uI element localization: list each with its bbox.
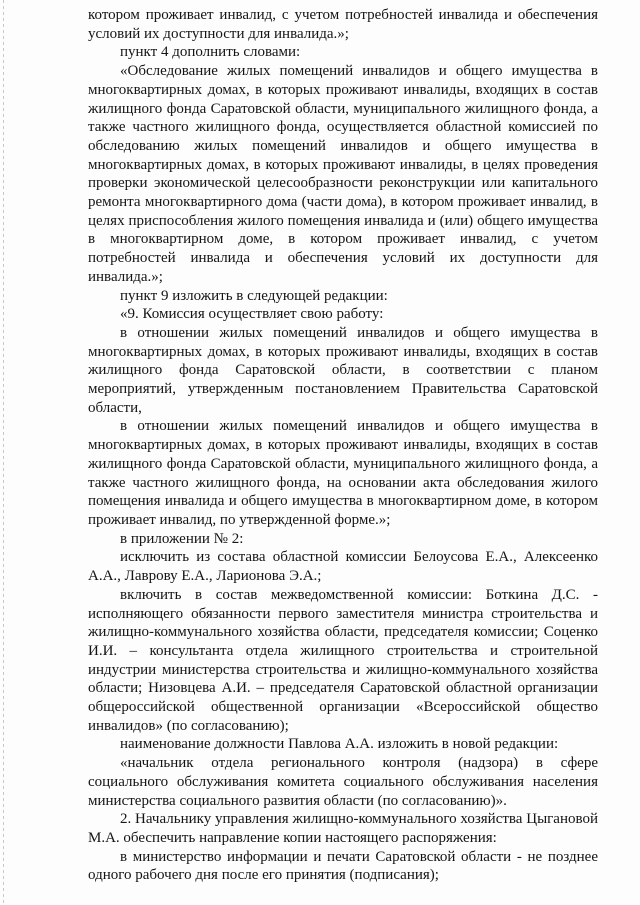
scan-edge	[3, 0, 4, 905]
paragraph: в отношении жилых помещений инвалидов и общего имущества в многоквартирных домах, в которых проживают инвалиды, входящих в состав жилищного фонда Саратовской области, в соответствии с планом мероприятий, утвержденным постановлением Правительства Саратовской области,	[88, 324, 598, 416]
document-body	[88, 6, 598, 885]
paragraph: «9. Комиссия осуществляет свою работу:	[120, 306, 384, 323]
paragraph: пункт 4 дополнить словами:	[120, 44, 301, 61]
paragraph: в приложении № 2:	[120, 530, 244, 547]
paragraph: «Обследование жилых помещений инвалидов и общего имущества в многоквартирных домах, в которых проживают инвалиды, входящих в состав жилищного фонда Саратовской области, муниципального жилищного фонда, а также частного жилищного фонда, осуществляется областной комиссией по обследованию жилых помещений инвалидов и общего имущества в многоквартирных домах, в которых проживают инвалиды, в целях проведения проверки экономической целесообразности реконструкции или капитального ремонта многоквартирного дома (части дома), в котором проживает инвалид, в целях приспособления жилого помещения инвалида и (или) общего имущества в многоквартирном доме, в котором проживает инвалид, с учетом потребностей инвалида и обеспечения условий их доступности для инвалида.»;	[88, 63, 598, 285]
paragraph: 2. Начальнику управления жилищно-коммунального хозяйства Цыгановой М.А. обеспечить направление копии настоящего распоряжения:	[88, 811, 598, 846]
paragraph: исключить из состава областной комиссии Белоусова Е.А., Алексеенко А.А., Лаврову Е.А., Ларионова Э.А.;	[88, 549, 598, 585]
paragraph: в отношении жилых помещений инвалидов и общего имущества в многоквартирных домах, в которых проживают инвалиды, входящих в состав жилищного фонда Саратовской области, муниципального жилищного фонда, а также частного жилищного фонда, на основании акта обследования жилого помещения инвалида и общего имущества в многоквартирном доме, в котором проживает инвалид, по утвержденной форме.»;	[88, 418, 598, 528]
paragraph: «начальник отдела регионального контроля (надзора) в сфере социального обслуживания комитета социального обслуживания населения министерства социального развития области (по согласованию)».	[88, 755, 598, 809]
paragraph: включить в состав межведомственной комиссии: Боткина Д.С. - исполняющего обязанности первого заместителя министра строительства и жилищно-коммунального хозяйства области, председателя комиссии; Соценко И.И. – консультанта отдела жилищного строительства и строительной индустрии министерства строительства и жилищно-коммунального хозяйства области; Низовцева А.И. – председателя Саратовской областной организации общероссийской общественной организации «Всероссийской общество инвалидов» (по согласованию);	[88, 586, 598, 734]
paragraph: котором проживает инвалид, с учетом потребностей инвалида и обеспечения условий их доступности для инвалида.»;	[88, 7, 598, 42]
paragraph: пункт 9 изложить в следующей редакции:	[120, 287, 388, 304]
paragraph: наименование должности Павлова А.А. изложить в новой редакции:	[120, 736, 559, 753]
paragraph: в министерство информации и печати Саратовской области - не позднее одного рабочего дня после его принятия (подписания);	[88, 848, 598, 884]
